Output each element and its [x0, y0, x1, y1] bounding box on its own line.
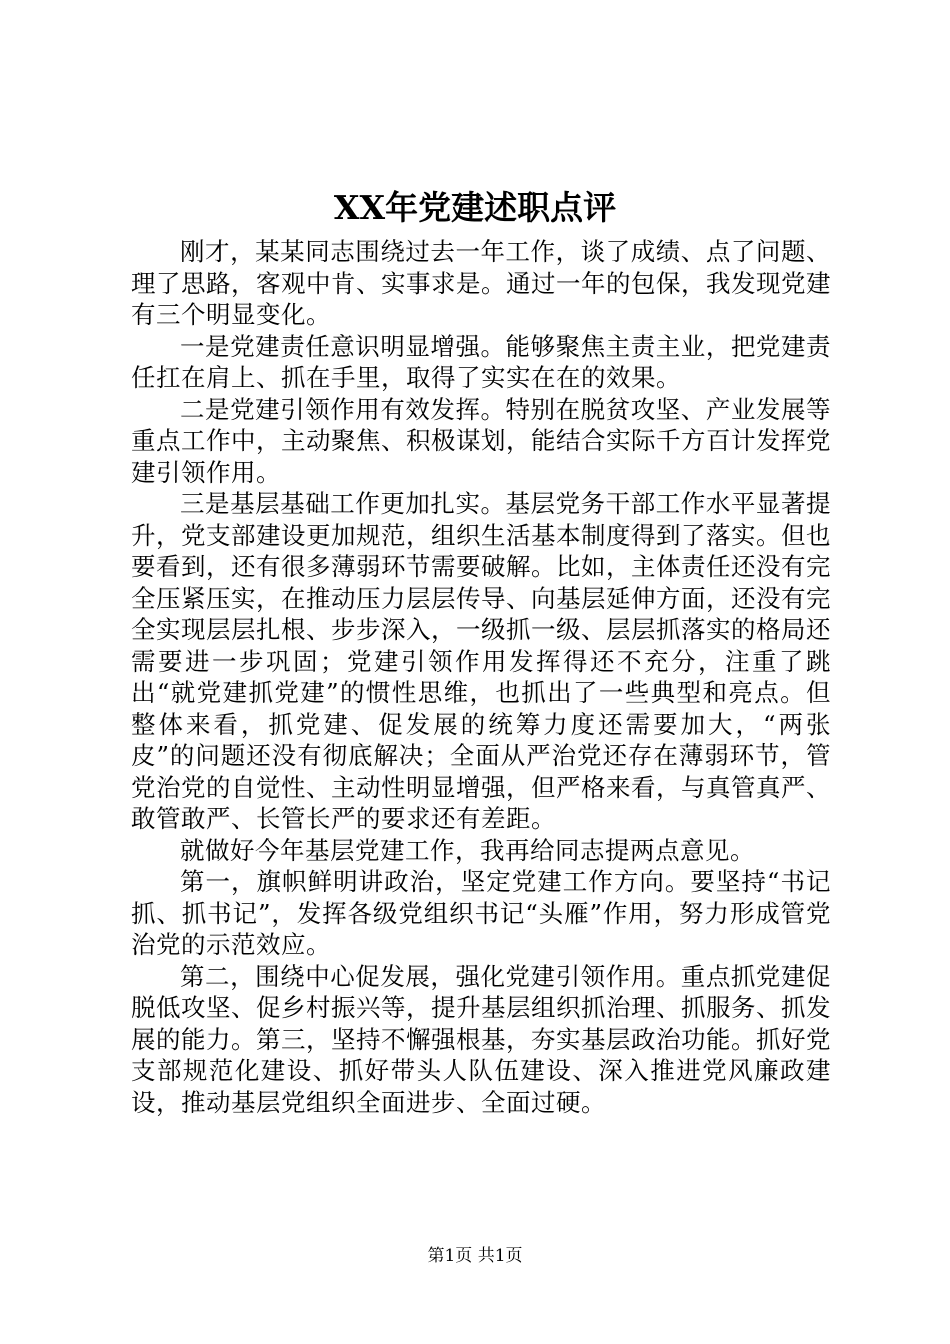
paragraph-intro: 刚才，某某同志围绕过去一年工作，谈了成绩、点了问题、理了思路，客观中肯、实事求是。通过一年的包保，我发现党建有三个明显变化。: [131, 237, 831, 329]
paragraph-point-three: 三是基层基础工作更加扎实。基层党务干部工作水平显著提升，党支部建设更加规范，组织生活基本制度得到了落实。但也要看到，还有很多薄弱环节需要破解。比如，主体责任还没有完全压紧压实，在推动压力层层传导、向基层延伸方面，还没有完全实现层层扎根、步步深入，一级抓一级、层层抓落实的格局还需要进一步巩固；党建引领作用发挥得还不充分，注重了跳出“就党建抓党建”的惯性思维，也抓出了一些典型和亮点。但整体来看，抓党建、促发展的统筹力度还需要加大，“两张皮”的问题还没有彻底解决；全面从严治党还存在薄弱环节，管党治党的自觉性、主动性明显增强，但严格来看，与真管真严、敢管敢严、长管长严的要求还有差距。: [131, 489, 831, 833]
document-title: XX年党建述职点评: [333, 188, 617, 227]
document-body: [131, 236, 831, 1118]
paragraph-point-two: 二是党建引领作用有效发挥。特别在脱贫攻坚、产业发展等重点工作中，主动聚焦、积极谋划，能结合实际千方百计发挥党建引领作用。: [131, 394, 831, 487]
paragraph-point-one: 一是党建责任意识明显增强。能够聚焦主责主业，把党建责任扛在肩上、抓在手里，取得了实实在在的效果。: [131, 331, 831, 392]
paragraph-transition: 就做好今年基层党建工作，我再给同志提两点意见。: [180, 835, 755, 865]
paragraph-opinion-one: 第一，旗帜鲜明讲政治，坚定党建工作方向。要坚持“书记抓、抓书记”，发挥各级党组织书记“头雁”作用，努力形成管党治党的示范效应。: [131, 867, 831, 959]
paragraph-opinion-two: 第二，围绕中心促发展，强化党建引领作用。重点抓党建促脱低攻坚、促乡村振兴等，提升基层组织抓治理、抓服务、抓发展的能力。第三，坚持不懈强根基，夯实基层政治功能。抓好党支部规范化建设、抓好带头人队伍建设、深入推进党风廉政建设，推动基层党组织全面进步、全面过硬。: [131, 961, 831, 1117]
page-number-footer: 第1页 共1页: [427, 1246, 523, 1266]
